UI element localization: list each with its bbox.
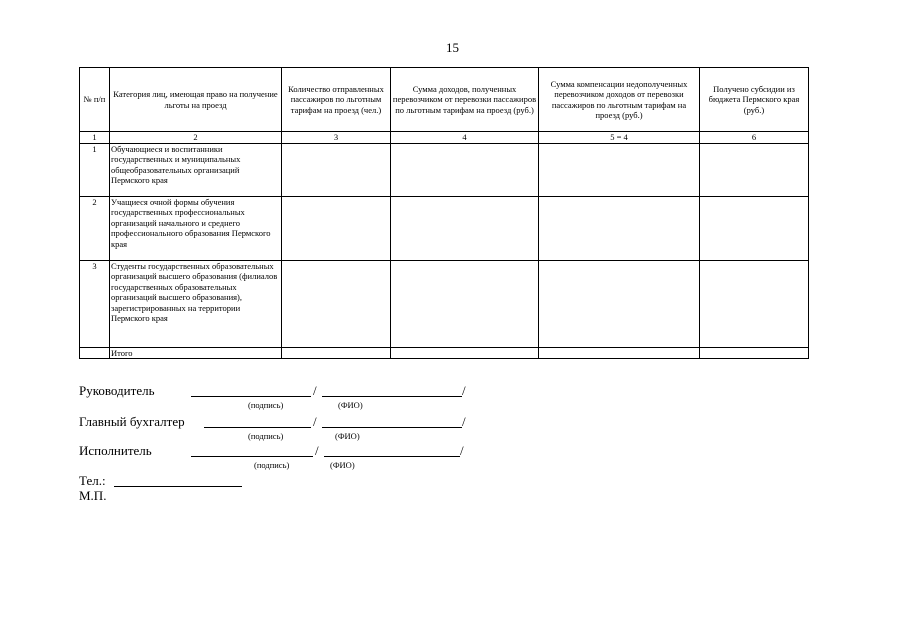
signature-head-sign-line[interactable] [191, 383, 311, 397]
column-number-row [80, 132, 809, 144]
signature-executor-sign-line[interactable] [191, 443, 313, 457]
row-category: Студенты государственных образовательных организаций высшего образования (филиалов государственных образовательных организаций высшего образования), зарегистрированных на территории Пермского края [110, 260, 282, 347]
total-label: Итого [110, 347, 282, 359]
column-number: 5 = 4 [539, 132, 700, 144]
signature-executor-slash: / [315, 443, 319, 458]
column-number: 2 [110, 132, 282, 144]
signature-accountant-name-caption: (ФИО) [335, 431, 360, 441]
signature-executor-name-caption: (ФИО) [330, 460, 355, 470]
signature-executor-name-line[interactable] [324, 443, 460, 457]
signature-head-slash: / [313, 383, 317, 398]
cell-total-subsidy-received[interactable] [700, 347, 809, 359]
cell-passenger-count[interactable] [282, 260, 391, 347]
cell-passenger-count[interactable] [282, 196, 391, 260]
header-row [80, 68, 809, 132]
cell-income-sum[interactable] [391, 196, 539, 260]
signature-executor-sign-caption: (подпись) [254, 460, 290, 470]
table-row [80, 143, 809, 196]
phone-label: Тел.: [79, 473, 106, 488]
cell-subsidy-received[interactable] [700, 143, 809, 196]
table-row [80, 260, 809, 347]
column-number: 6 [700, 132, 809, 144]
signature-head-label: Руководитель [79, 383, 155, 398]
signature-head-sign-caption: (подпись) [248, 400, 284, 410]
signature-accountant-name-line[interactable] [322, 414, 462, 428]
row-category: Обучающиеся и воспитанники государственных и муниципальных общеобразовательных организаций Пермского края [110, 143, 282, 196]
header-number: № п/п [80, 68, 110, 132]
phone-field [79, 473, 106, 489]
cell-subsidy-received[interactable] [700, 196, 809, 260]
row-category: Учащиеся очной формы обучения государственных профессиональных организаций начального и среднего профессионального образования Пермского края [110, 196, 282, 260]
page-number: 15 [446, 40, 459, 55]
signature-accountant-sign-caption: (подпись) [248, 431, 284, 441]
signature-head-name-caption: (ФИО) [338, 400, 363, 410]
header-subsidy-received: Получено субсидии из бюджета Пермского края (руб.) [700, 68, 809, 132]
total-row [80, 347, 809, 359]
signature-head-name-line[interactable] [322, 383, 462, 397]
cell-compensation-sum[interactable] [539, 143, 700, 196]
signature-accountant-slash-end: / [462, 414, 466, 429]
cell-income-sum[interactable] [391, 260, 539, 347]
signature-accountant-slash: / [313, 414, 317, 429]
signature-executor-label: Исполнитель [79, 443, 152, 458]
cell-income-sum[interactable] [391, 143, 539, 196]
header-passenger-count: Количество отправленных пассажиров по льготным тарифам на проезд (чел.) [282, 68, 391, 132]
cell-compensation-sum[interactable] [539, 260, 700, 347]
signature-head-slash-end: / [462, 383, 466, 398]
phone-line[interactable] [114, 473, 242, 487]
cell-compensation-sum[interactable] [539, 196, 700, 260]
header-income-sum: Сумма доходов, полученных перевозчиком от перевозки пассажиров по льготным тарифам на проезд (руб.) [391, 68, 539, 132]
table-row [80, 196, 809, 260]
header-category: Категория лиц, имеющая право на получение льготы на проезд [110, 68, 282, 132]
cell-passenger-count[interactable] [282, 143, 391, 196]
total-number-cell [80, 347, 110, 359]
row-number: 3 [80, 260, 110, 347]
signature-executor-slash-end: / [460, 443, 464, 458]
signature-accountant-label: Главный бухгалтер [79, 414, 185, 429]
column-number: 3 [282, 132, 391, 144]
stamp-label: М.П. [79, 488, 107, 503]
column-number: 1 [80, 132, 110, 144]
header-compensation-sum: Сумма компенсации недополученных перевозчиком доходов от перевозки пассажиров по льготным тарифам на проезд (руб.) [539, 68, 700, 132]
report-table [79, 67, 809, 359]
cell-subsidy-received[interactable] [700, 260, 809, 347]
row-number: 1 [80, 143, 110, 196]
cell-total-passenger-count[interactable] [282, 347, 391, 359]
cell-total-compensation-sum[interactable] [539, 347, 700, 359]
signature-accountant-sign-line[interactable] [204, 414, 311, 428]
cell-total-income-sum[interactable] [391, 347, 539, 359]
row-number: 2 [80, 196, 110, 260]
column-number: 4 [391, 132, 539, 144]
